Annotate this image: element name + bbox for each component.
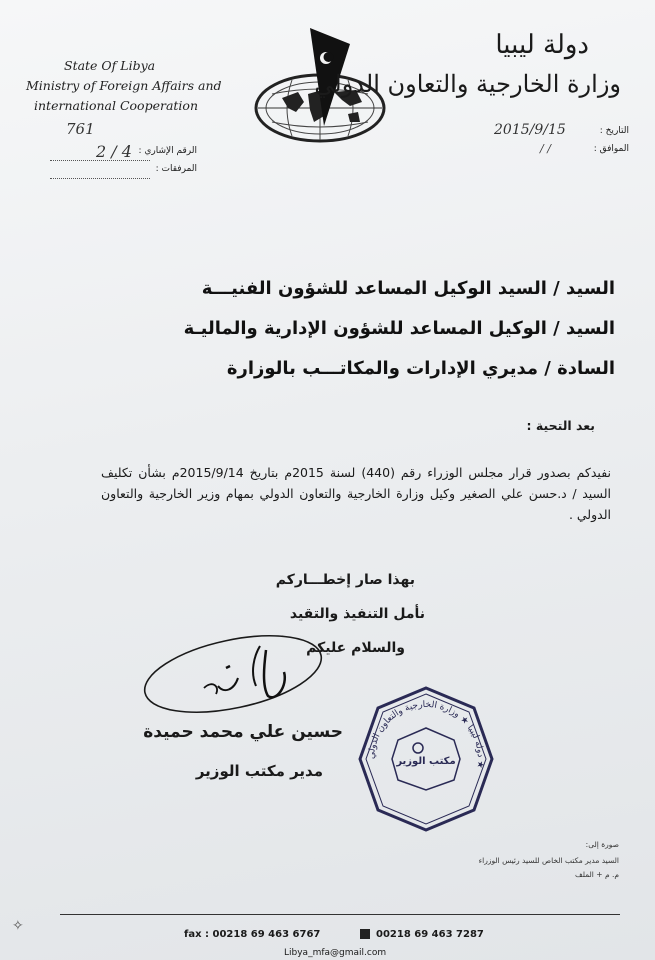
body-paragraph: نفيدكم بصدور قرار مجلس الوزراء رقم (440) لسنة 2015م بتاريخ 2015/9/14م بشأن تكليف السيد / د.حسن علي الصغير وكيل وزارة الخارجية والتعاون الدولي بمهام وزير الخارجية والتعاون الدولي . [101,465,611,522]
attachments-dotted-line [50,178,150,179]
footer-fax: fax : 00218 69 463 6767 [184,929,321,940]
header-en-line3: international Cooperation [34,98,199,113]
greeting: بعد التحية : [526,418,595,433]
handwritten-signature [138,616,328,716]
attachments-label: المرفقات : [155,164,197,174]
copies-line-1: السيد مدير مكتب الخاص للسيد رئيس الوزراء [478,856,619,865]
stamp-inner-text: مكتب الوزير [396,756,456,767]
reference-label: الرقم الإشاري : [138,146,197,156]
addressee-1: السيد / السيد الوكيل المساعد للشؤون الفنيـــة [201,278,615,299]
date-value: 2015/9/15 [494,122,566,138]
footer-divider [60,914,620,915]
header-ar-line2: وزارة الخارجية والتعاون الدولي [314,70,621,98]
header-ar-line1: دولة ليبيا [495,30,589,60]
footer-email: Libya_mfa@gmail.com [284,948,387,958]
header-en-line1: State Of Libya [64,58,156,73]
signatory-name: حسين علي محمد حميدة [143,722,343,742]
copies-line-2: م. م + الملف [574,870,619,879]
date-label: التاريخ : [599,126,629,136]
phone-icon [360,929,370,939]
footer-tel: 00218 69 463 7287 [376,929,484,940]
signatory-title: مدير مكتب الوزير [195,762,323,780]
closing-line-1: بهذا صار إخطـــاركم [275,572,415,588]
reference-number-value: 2 / 4 [96,142,132,161]
corresponds-value: / / [540,142,551,155]
corner-ornament-icon: ✧ [12,918,24,934]
header-en-line2: Ministry of Foreign Affairs and [26,78,222,93]
addressee-3: السادة / مديري الإدارات والمكاتـــب بالوزارة [226,358,615,379]
reference-dotted-line [50,160,150,161]
closing-line-3: والسلام عليكم [306,640,405,656]
addressee-2: السيد / الوكيل المساعد للشؤون الإدارية والماليـة [183,318,615,339]
reference-number-top: 761 [66,120,95,138]
closing-line-2: نأمل التنفيذ والتقيد [289,606,425,622]
corresponds-label: الموافق : [593,144,629,154]
copies-label: صورة إلى: [585,840,619,849]
stamp-outer-text: دولة ليبيا ★ وزارة الخارجية والتعاون الدولي ★ [366,699,486,770]
official-stamp [356,684,496,834]
